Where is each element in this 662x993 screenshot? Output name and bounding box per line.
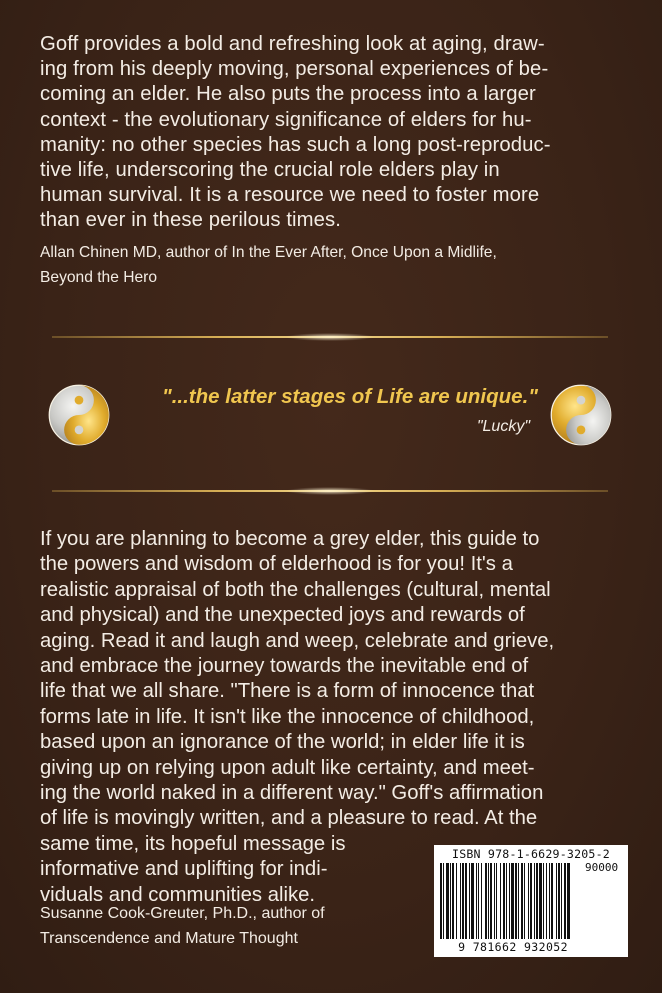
review-2-line: the powers and wisdom of elderhood is for you! It's a — [40, 553, 513, 576]
pull-quote-attribution: "Lucky" — [476, 418, 530, 435]
barcode-bar — [452, 863, 454, 939]
barcode-bar — [521, 863, 523, 939]
review-1-line: Goff provides a bold and refreshing look at aging, draw- — [40, 33, 545, 55]
yin-yang-icon — [48, 384, 110, 446]
isbn-label: ISBN 978-1-6629-3205-2 — [452, 847, 610, 861]
review-1-line: coming an elder. He also puts the process into a larger — [40, 83, 536, 106]
attribution-line: Susanne Cook-Greuter, Ph.D., author of — [40, 905, 325, 922]
gold-divider-top — [52, 336, 608, 338]
barcode-bar — [549, 863, 550, 939]
review-2-attribution — [40, 901, 420, 951]
barcode-bar — [450, 863, 451, 939]
barcode-bar — [511, 863, 514, 939]
review-2-line: of life is movingly written, and a pleasure to read. At the — [40, 807, 538, 830]
barcode-bar — [460, 863, 461, 939]
review-2-line: life that we all share. "There is a form of innocence that — [40, 680, 535, 703]
review-2-line: based upon an ignorance of the world; in elder life it is — [40, 731, 525, 754]
yin-yang-icon — [550, 384, 612, 446]
barcode-bar — [446, 863, 449, 939]
barcode-bar — [496, 863, 497, 939]
pull-quote: "...the latter stages of Life are unique." — [162, 385, 538, 408]
barcode-bar — [506, 863, 507, 939]
review-1-line: than ever in these perilous times. — [40, 209, 342, 232]
barcode-bar — [551, 863, 553, 939]
review-2-line: giving up on relying upon adult like certainty, and meet- — [40, 756, 535, 779]
barcode-bar — [536, 863, 538, 939]
review-2-line: informative and uplifting for indi- — [40, 858, 328, 881]
review-1 — [40, 32, 625, 234]
barcode-bar — [503, 863, 505, 939]
barcode-bar — [481, 863, 482, 939]
barcode-bar — [456, 863, 457, 939]
review-1-line: ing from his deeply moving, personal experiences of be- — [40, 58, 549, 81]
barcode-bar — [539, 863, 542, 939]
review-1-line: context - the evolutionary significance of elders for hu- — [40, 108, 532, 131]
barcode-bar — [494, 863, 495, 939]
barcode-bar — [471, 863, 474, 939]
barcode-bar — [478, 863, 479, 939]
barcode-bar — [524, 863, 525, 939]
barcode-bar — [462, 863, 464, 939]
attribution-line: Beyond the Hero — [40, 269, 158, 286]
barcode-bar — [528, 863, 529, 939]
barcode-bar — [469, 863, 470, 939]
price-code: 90000 — [585, 861, 619, 874]
barcode-bar — [558, 863, 560, 939]
barcode-bar — [476, 863, 477, 939]
barcode-bar — [518, 863, 519, 939]
review-2-line: viduals and communities alike. — [40, 883, 316, 906]
barcode-bar — [534, 863, 535, 939]
attribution-line: Transcendence and Mature Thought — [40, 930, 298, 947]
barcode-bar — [530, 863, 532, 939]
attribution-line: Allan Chinen MD, author of In the Ever After, Once Upon a Midlife, — [40, 244, 497, 261]
isbn-barcode — [434, 845, 628, 957]
review-2-line: and embrace the journey towards the inevitable end of — [40, 655, 529, 678]
review-1-line: human survival. It is a resource we need to foster more — [40, 184, 540, 207]
review-2-line: ing the world naked in a different way." Goff's affirmation — [40, 782, 544, 805]
review-2-line: forms late in life. It isn't like the innocence of childhood, — [40, 705, 535, 728]
barcode-bar — [443, 863, 444, 939]
barcode-bar — [488, 863, 489, 939]
barcode-bar — [561, 863, 562, 939]
barcode-bar — [515, 863, 517, 939]
barcode-bar — [543, 863, 544, 939]
review-1-line: manity: no other species has such a long post-reproduc- — [40, 133, 551, 156]
barcode-bar — [465, 863, 467, 939]
barcode-bar — [490, 863, 492, 939]
barcode-bar — [440, 863, 442, 939]
barcode-bar — [564, 863, 566, 939]
barcode-bar — [567, 863, 570, 939]
barcode-bar — [485, 863, 487, 939]
barcode-digits: 9 781662 932052 — [458, 940, 568, 954]
review-2-line: If you are planning to become a grey elder, this guide to — [40, 528, 540, 550]
barcode-bar — [509, 863, 510, 939]
barcode-bar — [556, 863, 557, 939]
barcode-bar — [500, 863, 501, 939]
barcode-bars — [440, 863, 622, 941]
review-1-attribution — [40, 240, 625, 290]
review-2-line: same time, its hopeful message is — [40, 832, 346, 855]
barcode-bar — [546, 863, 547, 939]
review-1-line: tive life, underscoring the crucial role elders play in — [40, 159, 500, 182]
review-2-line: realistic appraisal of both the challenges (cultural, mental — [40, 578, 551, 601]
gold-divider-bottom — [52, 490, 608, 492]
review-2-line: and physical) and the unexpected joys and rewards of — [40, 604, 525, 627]
review-2-line: aging. Read it and laugh and weep, celebrate and grieve, — [40, 629, 555, 652]
